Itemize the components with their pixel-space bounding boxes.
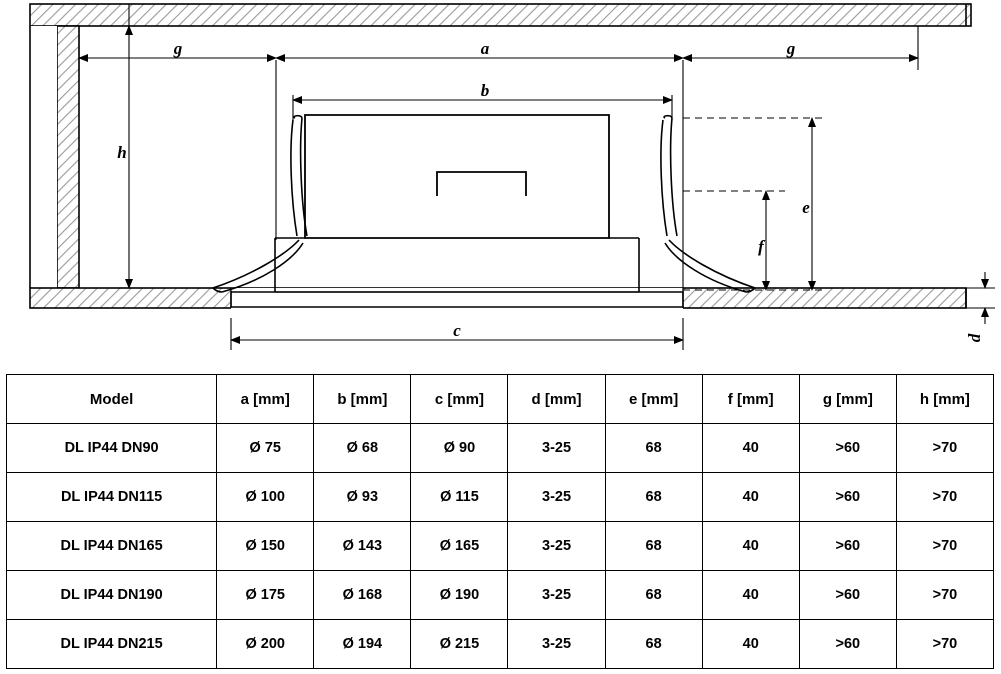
cell-d: 3-25 (508, 424, 605, 473)
cell-h: >70 (896, 522, 993, 571)
ceiling-structure (30, 4, 971, 309)
cell-f: 40 (702, 424, 799, 473)
cell-c: Ø 90 (411, 424, 508, 473)
table-header-h: h [mm] (896, 375, 993, 424)
cell-e: 68 (605, 424, 702, 473)
cell-d: 3-25 (508, 522, 605, 571)
cell-c: Ø 190 (411, 571, 508, 620)
cell-b: Ø 143 (314, 522, 411, 571)
cell-c: Ø 115 (411, 473, 508, 522)
cell-e: 68 (605, 620, 702, 669)
cell-g: >60 (799, 571, 896, 620)
cell-model: DL IP44 DN165 (7, 522, 217, 571)
dimension-label-g-right: g (786, 39, 796, 58)
luminaire-body (231, 115, 683, 307)
table-header-f: f [mm] (702, 375, 799, 424)
cell-model: DL IP44 DN90 (7, 424, 217, 473)
cell-f: 40 (702, 620, 799, 669)
cell-b: Ø 168 (314, 571, 411, 620)
cell-f: 40 (702, 571, 799, 620)
cell-d: 3-25 (508, 620, 605, 669)
cell-b: Ø 68 (314, 424, 411, 473)
cell-b: Ø 93 (314, 473, 411, 522)
cell-e: 68 (605, 571, 702, 620)
table-row (7, 571, 994, 620)
cell-c: Ø 165 (411, 522, 508, 571)
cell-a: Ø 150 (217, 522, 314, 571)
cell-h: >70 (896, 424, 993, 473)
cell-d: 3-25 (508, 571, 605, 620)
cell-e: 68 (605, 473, 702, 522)
dimension-label-b: b (480, 81, 490, 100)
dimension-label-a: a (480, 39, 490, 58)
table-header-d: d [mm] (508, 375, 605, 424)
table-header-g: g [mm] (799, 375, 896, 424)
table-row (7, 424, 994, 473)
dimension-label-g-left: g (173, 39, 183, 58)
cell-g: >60 (799, 473, 896, 522)
cell-b: Ø 194 (314, 620, 411, 669)
cell-g: >60 (799, 424, 896, 473)
cell-g: >60 (799, 620, 896, 669)
table-header-model: Model (7, 375, 217, 424)
table-header-c: c [mm] (411, 375, 508, 424)
table-header-a: a [mm] (217, 375, 314, 424)
cell-f: 40 (702, 522, 799, 571)
cell-h: >70 (896, 571, 993, 620)
cell-f: 40 (702, 473, 799, 522)
table-row (7, 473, 994, 522)
cell-a: Ø 175 (217, 571, 314, 620)
dimension-label-d: d (965, 333, 984, 343)
cell-a: Ø 200 (217, 620, 314, 669)
cell-a: Ø 75 (217, 424, 314, 473)
cell-c: Ø 215 (411, 620, 508, 669)
specification-table (6, 374, 994, 669)
dimension-label-c: c (453, 321, 461, 340)
spring-clips (213, 116, 755, 292)
dimension-label-e: e (802, 198, 810, 217)
cell-h: >70 (896, 620, 993, 669)
cell-d: 3-25 (508, 473, 605, 522)
dimension-label-f: f (758, 237, 764, 256)
cell-model: DL IP44 DN190 (7, 571, 217, 620)
cell-h: >70 (896, 473, 993, 522)
cell-model: DL IP44 DN215 (7, 620, 217, 669)
table-row (7, 522, 994, 571)
table-header-b: b [mm] (314, 375, 411, 424)
specification-table-wrapper (6, 374, 994, 669)
table-row (7, 620, 994, 669)
cell-model: DL IP44 DN115 (7, 473, 217, 522)
table-header-e: e [mm] (605, 375, 702, 424)
cell-e: 68 (605, 522, 702, 571)
cell-g: >60 (799, 522, 896, 571)
dimension-label-h: h (117, 143, 127, 162)
table-header-row (7, 375, 994, 424)
cell-a: Ø 100 (217, 473, 314, 522)
